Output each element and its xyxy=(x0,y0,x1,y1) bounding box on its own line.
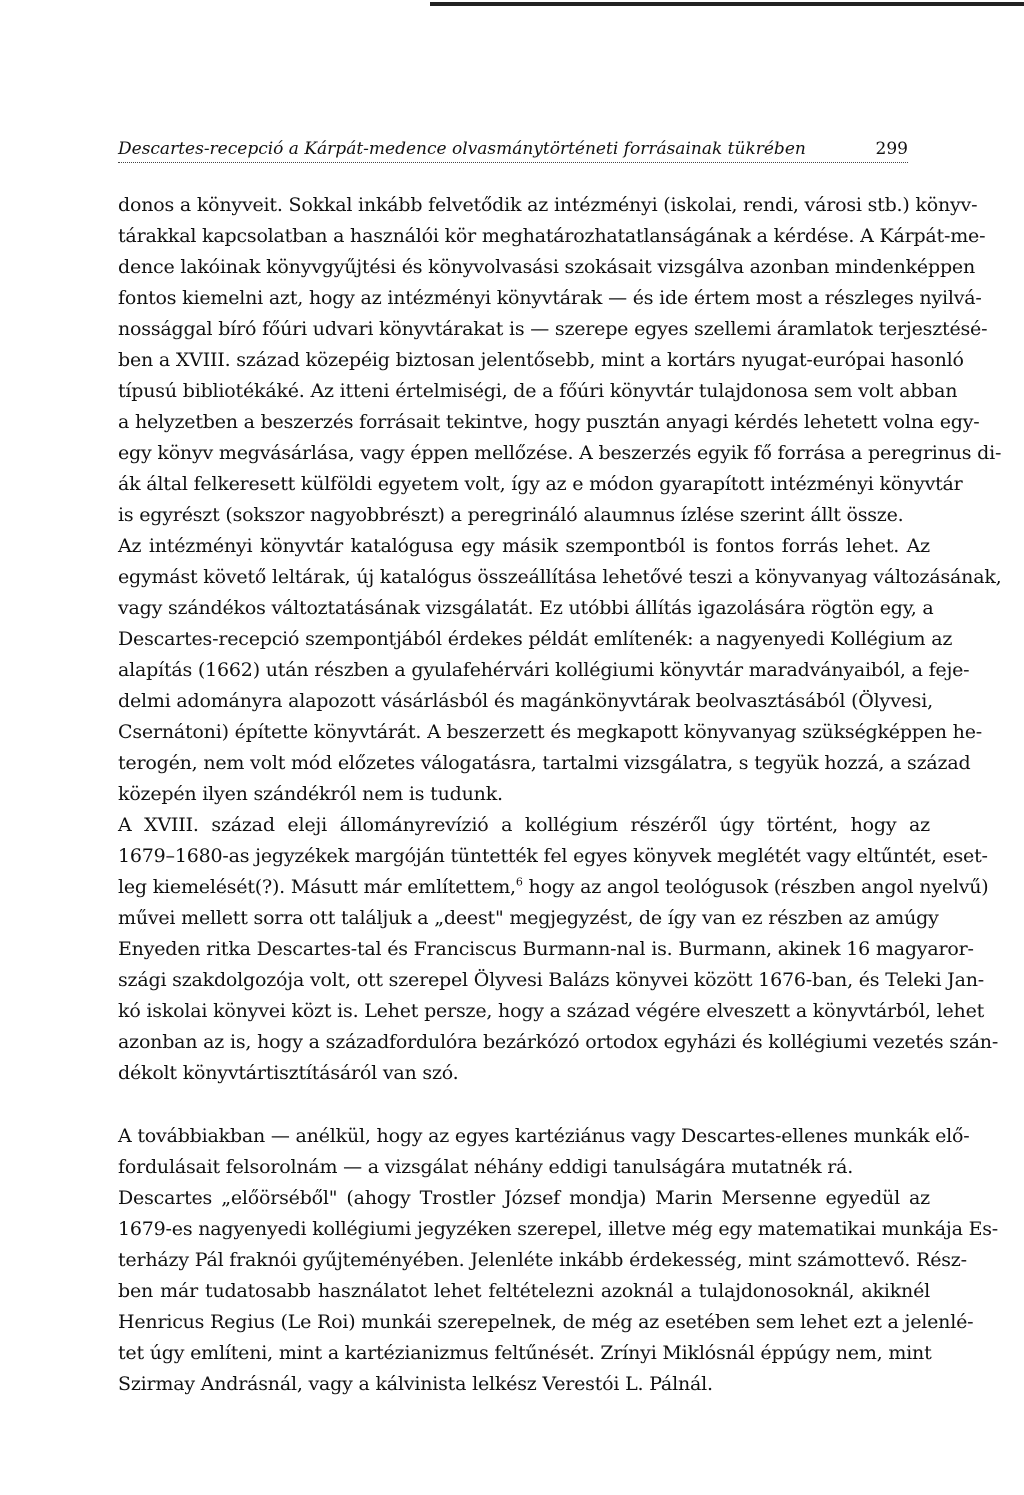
text-line: tárakkal kapcsolatban a használói kör meghatározhatatlanságának a kérdése. A Kárpát-me- xyxy=(118,225,986,247)
text-line: egy könyv megvásárlása, vagy éppen mellőzése. A beszerzés egyik fő forrása a peregrinus di- xyxy=(118,442,1002,464)
running-head xyxy=(118,138,908,163)
text-line: 1679–1680-as jegyzékek margóján tüntették fel egyes könyvek meglétét vagy eltűntét, eset- xyxy=(118,845,988,867)
text-line: fontos kiemelni azt, hogy az intézményi könyvtárak — és ide értem most a részleges nyilvá- xyxy=(118,287,982,309)
text-line: egymást követő leltárak, új katalógus összeállítása lehetővé teszi a könyvanyag változásának, xyxy=(118,566,1002,588)
text-line: tet úgy említeni, mint a kartézianizmus feltűnését. Zrínyi Miklósnál éppúgy nem, mint xyxy=(118,1342,932,1364)
text-line: Henricus Regius (Le Roi) munkái szerepelnek, de még az esetében sem lehet ezt a jelenlé- xyxy=(118,1311,974,1333)
running-title: Descartes-recepció a Kárpát-medence olvasmánytörténeti forrásainak tükrében xyxy=(118,139,806,159)
section-gap xyxy=(118,1089,930,1121)
text-line: közepén ilyen szándékról nem is tudunk. xyxy=(118,783,503,805)
text-segment: leg kiemelését(?). Másutt már említettem, xyxy=(118,876,516,898)
text-line: Csernátoni) építette könyvtárát. A beszerzett és megkapott könyvanyag szükségképpen he- xyxy=(118,721,982,743)
footnote-ref: 6 xyxy=(515,875,523,889)
text-line: vagy szándékos változtatásának vizsgálatát. Ez utóbbi állítás igazolására rögtön egy, a xyxy=(118,597,934,619)
text-line: delmi adományra alapozott vásárlásból és magánkönyvtárak beolvasztásából (Ölyvesi, xyxy=(118,690,933,712)
text-line: fordulásait felsorolnám — a vizsgálat néhány eddigi tanulságára mutatnék rá. xyxy=(118,1156,854,1178)
text-line: Descartes „előörséből" (ahogy Trostler József mondja) Marin Mersenne egyedül az xyxy=(118,1187,930,1209)
body-text xyxy=(118,190,1002,1400)
text-line: Enyeden ritka Descartes-tal és Franciscus Burmann-nal is. Burmann, akinek 16 magyaror- xyxy=(118,938,974,960)
text-line: A továbbiakban — anélkül, hogy az egyes kartéziánus vagy Descartes-ellenes munkák elő- xyxy=(118,1125,970,1147)
text-line: ben a XVIII. század közepéig biztosan jelentősebb, mint a kortárs nyugat-európai hasonló xyxy=(118,349,964,371)
text-line: Descartes-recepció szempontjából érdekes példát említenék: a nagyenyedi Kollégium az xyxy=(118,628,953,650)
text-line: Az intézményi könyvtár katalógusa egy másik szempontból is fontos forrás lehet. Az xyxy=(118,535,930,557)
text-line: terogén, nem volt mód előzetes válogatásra, tartalmi vizsgálatra, s tegyük hozzá, a század xyxy=(118,752,971,774)
text-line: is egyrészt (sokszor nagyobbrészt) a peregrináló alaumnus ízlése szerint állt össze. xyxy=(118,504,904,526)
top-rule xyxy=(430,2,1024,6)
text-line: Szirmay Andrásnál, vagy a kálvinista lelkész Verestói L. Pálnál. xyxy=(118,1373,713,1395)
text-line: kó iskolai könyvei közt is. Lehet persze, hogy a század végére elveszett a könyvtárból, lehet xyxy=(118,1000,985,1022)
text-line: ák által felkeresett külföldi egyetem volt, így az e módon gyarapított intézményi könyvtár xyxy=(118,473,963,495)
text-line: nossággal bíró főúri udvari könyvtárakat is — szerepe egyes szellemi áramlatok terjesztésé- xyxy=(118,318,988,340)
text-line: ben már tudatosabb használatot lehet feltételezni azoknál a tulajdonosoknál, akiknél xyxy=(118,1280,930,1302)
text-line: 1679-es nagyenyedi kollégiumi jegyzéken szerepel, illetve még egy matematikai munkája Es- xyxy=(118,1218,999,1240)
text-line: dékolt könyvtártisztításáról van szó. xyxy=(118,1062,459,1084)
text-line: szági szakdolgozója volt, ott szerepel Ölyvesi Balázs könyvei között 1676-ban, és Teleki Jan- xyxy=(118,969,984,991)
text-line: A XVIII. század eleji állományrevízió a kollégium részéről úgy történt, hogy az xyxy=(118,814,930,836)
text-line: dence lakóinak könyvgyűjtési és könyvolvasási szokásait vizsgálva azonban mindenképpen xyxy=(118,256,975,278)
text-line: azonban az is, hogy a századfordulóra bezárkózó ortodox egyházi és kollégiumi vezetés szán- xyxy=(118,1031,999,1053)
text-line: művei mellett sorra ott találjuk a „deest" megjegyzést, de így van ez részben az amúgy xyxy=(118,907,939,929)
text-segment: hogy az angol teológusok (részben angol nyelvű) xyxy=(522,876,989,898)
text-line: alapítás (1662) után részben a gyulafehérvári kollégiumi könyvtár maradványaiból, a feje- xyxy=(118,659,970,681)
page-number: 299 xyxy=(875,139,908,159)
text-line: terházy Pál fraknói gyűjteményében. Jelenléte inkább érdekesség, mint számottevő. Rész- xyxy=(118,1249,967,1271)
text-line: típusú bibliotékáké. Az itteni értelmiségi, de a főúri könyvtár tulajdonosa sem volt abban xyxy=(118,380,958,402)
text-line: donos a könyveit. Sokkal inkább felvetődik az intézményi (iskolai, rendi, városi stb.) könyv- xyxy=(118,194,978,216)
text-line: a helyzetben a beszerzés forrásait tekintve, hogy pusztán anyagi kérdés lehetett volna egy- xyxy=(118,411,980,433)
text-line-with-footnote xyxy=(118,872,989,903)
